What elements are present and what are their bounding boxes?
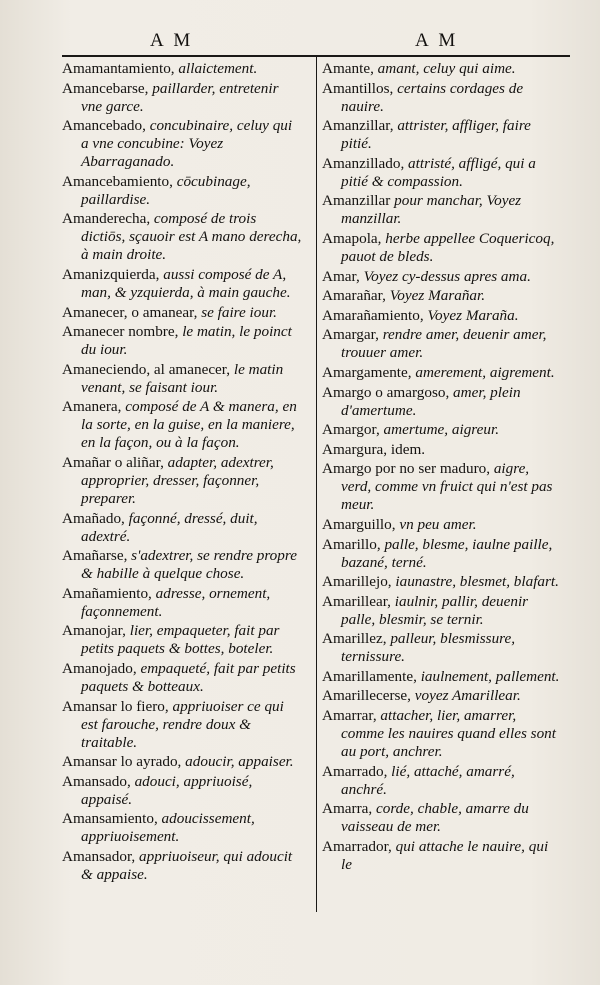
headword: Amapola, <box>322 229 382 247</box>
headword: Amarillejo, <box>322 573 392 591</box>
definition: iaunastre, blesmet, blafart. <box>391 573 559 591</box>
definition: amertume, aigreur. <box>379 421 499 439</box>
headword: Amargor, <box>322 421 380 439</box>
entry <box>62 547 302 583</box>
entry <box>322 668 562 686</box>
entry <box>322 536 562 572</box>
definition: adresse, ornement, façonnement. <box>81 584 271 620</box>
definition: adoucir, appaiser. <box>181 753 294 771</box>
entry <box>322 192 562 228</box>
definition: paillarder, entretenir vne garce. <box>81 79 279 115</box>
entry <box>322 573 562 591</box>
headword: Amarillear, <box>322 592 391 610</box>
headword: Amancebamiento, <box>62 172 173 190</box>
definition: le matin, le poinct du iour. <box>81 323 292 359</box>
definition: attristé, affligé, qui a pitié & compassion. <box>341 154 536 190</box>
column-divider <box>316 57 317 912</box>
entry <box>322 326 562 362</box>
entry <box>62 585 302 621</box>
entry <box>322 80 562 116</box>
definition: se faire iour. <box>197 303 277 321</box>
headword: Amanojar, <box>62 622 126 640</box>
headword: Amamantamiento, <box>62 60 175 77</box>
headword: Amancebado, <box>62 117 146 135</box>
headword: Amantillos, <box>322 79 394 97</box>
headword: Amargo por no ser maduro, <box>322 460 491 478</box>
headword: Amanderecha, <box>62 210 151 228</box>
headword: Amañado, <box>62 509 125 527</box>
headword: Amarguillo, <box>322 515 396 533</box>
entry <box>322 421 562 439</box>
headword: Amansador, <box>62 847 136 865</box>
definition: iaulnir, pallir, deuenir palle, blesmir, se ternir. <box>341 592 529 628</box>
headword: Amarañar, <box>322 287 386 305</box>
headword: Amarra, <box>322 800 373 818</box>
definition: allaictement. <box>174 60 258 77</box>
definition: palle, blesme, iaulne paille, bazané, terné. <box>341 535 553 571</box>
headword: Amañamiento, <box>62 584 152 602</box>
entry <box>322 763 562 799</box>
headword: Amargo o amargoso, <box>322 383 450 401</box>
entry <box>322 307 562 325</box>
headword: Amarillez, <box>322 630 387 648</box>
definition: aussi composé de A, man, & yzquierda, à main gauche. <box>81 265 291 301</box>
headword: Amansar lo fiero, <box>62 697 169 715</box>
headword: Amañar o aliñar, <box>62 453 164 471</box>
definition: lié, attaché, amarré, anchré. <box>341 762 515 798</box>
headword: Amante, <box>322 60 374 77</box>
entry <box>322 441 562 459</box>
definition: corde, chable, amarre du vaisseau de mer. <box>341 800 529 836</box>
definition: adoucissement, appriuoisement. <box>81 810 255 846</box>
definition: empaqueté, fait par petits paquets & botteaux. <box>81 659 296 695</box>
entry <box>62 454 302 508</box>
headword: Amanojado, <box>62 659 137 677</box>
entry <box>62 361 302 397</box>
definition: adouci, appriuoisé, appaisé. <box>81 772 253 808</box>
definition: attacher, lier, amarrer, comme les nauires quand elles sont au port, anchrer. <box>341 707 556 761</box>
definition: aigre, verd, comme vn fruict qui n'est pas meur. <box>341 460 553 514</box>
entry <box>62 753 302 771</box>
entry <box>322 460 562 514</box>
entry <box>62 773 302 809</box>
headword: Amañarse, <box>62 547 128 565</box>
headword: Amanecer, o amanear, <box>62 303 198 321</box>
definition: s'adextrer, se rendre propre & habille à quelque chose. <box>81 547 297 583</box>
entry <box>62 323 302 359</box>
headword: Amargar, <box>322 326 379 344</box>
headword: Amanecer nombre, <box>62 323 179 341</box>
headword: Amarañamiento, <box>322 306 424 324</box>
definition: certains cordages de nauire. <box>341 79 524 115</box>
headword: Amanera, <box>62 398 122 416</box>
headword: Amaneciendo, al amanecer, <box>62 360 231 378</box>
headword: Amansamiento, <box>62 810 158 828</box>
entry <box>322 838 562 874</box>
headword: Amargura, idem. <box>322 440 426 458</box>
definition: pour manchar, Voyez manzillar. <box>341 192 522 228</box>
headword: Amarrar, <box>322 707 377 725</box>
entry <box>62 60 302 78</box>
headword: Amanzillado, <box>322 154 405 172</box>
headword: Amarrado, <box>322 762 388 780</box>
definition: amerement, aigrement. <box>411 363 555 381</box>
left-column-header: A M <box>150 30 194 51</box>
entry <box>322 800 562 836</box>
definition: herbe appellee Coquericoq, pauot de bleds. <box>341 229 555 265</box>
entry <box>322 630 562 666</box>
headword: Amanzillar <box>322 192 391 210</box>
entry <box>322 384 562 420</box>
entry <box>62 660 302 696</box>
definition: voyez Amarillear. <box>410 687 521 705</box>
definition: lier, empaqueter, fait par petits paquets & bottes, boteler. <box>81 622 280 658</box>
definition: vn peu amer. <box>395 515 477 533</box>
headword: Amargamente, <box>322 363 412 381</box>
entry <box>62 210 302 264</box>
definition: attrister, affliger, faire pitié. <box>341 117 531 153</box>
entry <box>322 593 562 629</box>
definition: le matin venant, se faisant iour. <box>81 360 284 396</box>
entry <box>322 707 562 761</box>
headword: Amarillo, <box>322 535 381 553</box>
entry <box>62 80 302 116</box>
entry <box>322 516 562 534</box>
headword: Amansar lo ayrado, <box>62 753 182 771</box>
definition: qui attache le nauire, qui le <box>341 837 549 873</box>
headword: Amarillecerse, <box>322 687 411 705</box>
definition: concubinaire, celuy qui a vne concubine: Voyez Abarraganado. <box>81 117 293 171</box>
headword: Amanizquierda, <box>62 265 160 283</box>
left-column <box>62 60 302 885</box>
entry <box>62 398 302 452</box>
definition: amer, plein d'amertume. <box>341 383 521 419</box>
definition: façonné, dressé, duit, adextré. <box>81 509 258 545</box>
headword: Amansado, <box>62 772 131 790</box>
definition: palleur, blesmissure, ternissure. <box>341 630 516 666</box>
definition: Voyez Marañar. <box>385 287 486 305</box>
entry <box>322 364 562 382</box>
entry <box>62 266 302 302</box>
entry <box>322 155 562 191</box>
definition: iaulnement, pallement. <box>416 667 560 685</box>
entry <box>62 848 302 884</box>
entry <box>62 304 302 322</box>
definition: rendre amer, deuenir amer, trouuer amer. <box>341 326 547 362</box>
headword: Amanzillar, <box>322 117 394 135</box>
right-column <box>322 60 562 875</box>
entry <box>322 117 562 153</box>
entry <box>322 60 562 78</box>
definition: Voyez cy-dessus apres ama. <box>359 267 531 285</box>
entry <box>322 287 562 305</box>
headword: Amarillamente, <box>322 667 417 685</box>
definition: composé de A & manera, en la sorte, en la guise, en la maniere, en la façon, ou à la façon. <box>81 398 297 452</box>
headword: Amancebarse, <box>62 79 149 97</box>
definition: cōcubinage, paillardise. <box>81 172 251 208</box>
definition: composé de trois dictiōs, sçauoir est A mano derecha, à main droite. <box>81 210 302 264</box>
headword: Amarrador, <box>322 837 392 855</box>
entry <box>322 268 562 286</box>
right-column-header: A M <box>415 30 459 51</box>
entry <box>322 230 562 266</box>
entry <box>62 810 302 846</box>
entry <box>322 687 562 705</box>
definition: appriuoiser ce qui est farouche, rendre doux & traitable. <box>81 697 284 751</box>
definition: Voyez Maraña. <box>423 306 519 324</box>
entry <box>62 698 302 752</box>
entry <box>62 510 302 546</box>
entry <box>62 173 302 209</box>
definition: amant, celuy qui aime. <box>373 60 516 77</box>
entry <box>62 622 302 658</box>
entry <box>62 117 302 171</box>
definition: appriuoiseur, qui adoucit & appaise. <box>81 847 293 883</box>
headword: Amar, <box>322 267 360 285</box>
definition: adapter, adextrer, approprier, dresser, façonner, preparer. <box>81 453 274 507</box>
